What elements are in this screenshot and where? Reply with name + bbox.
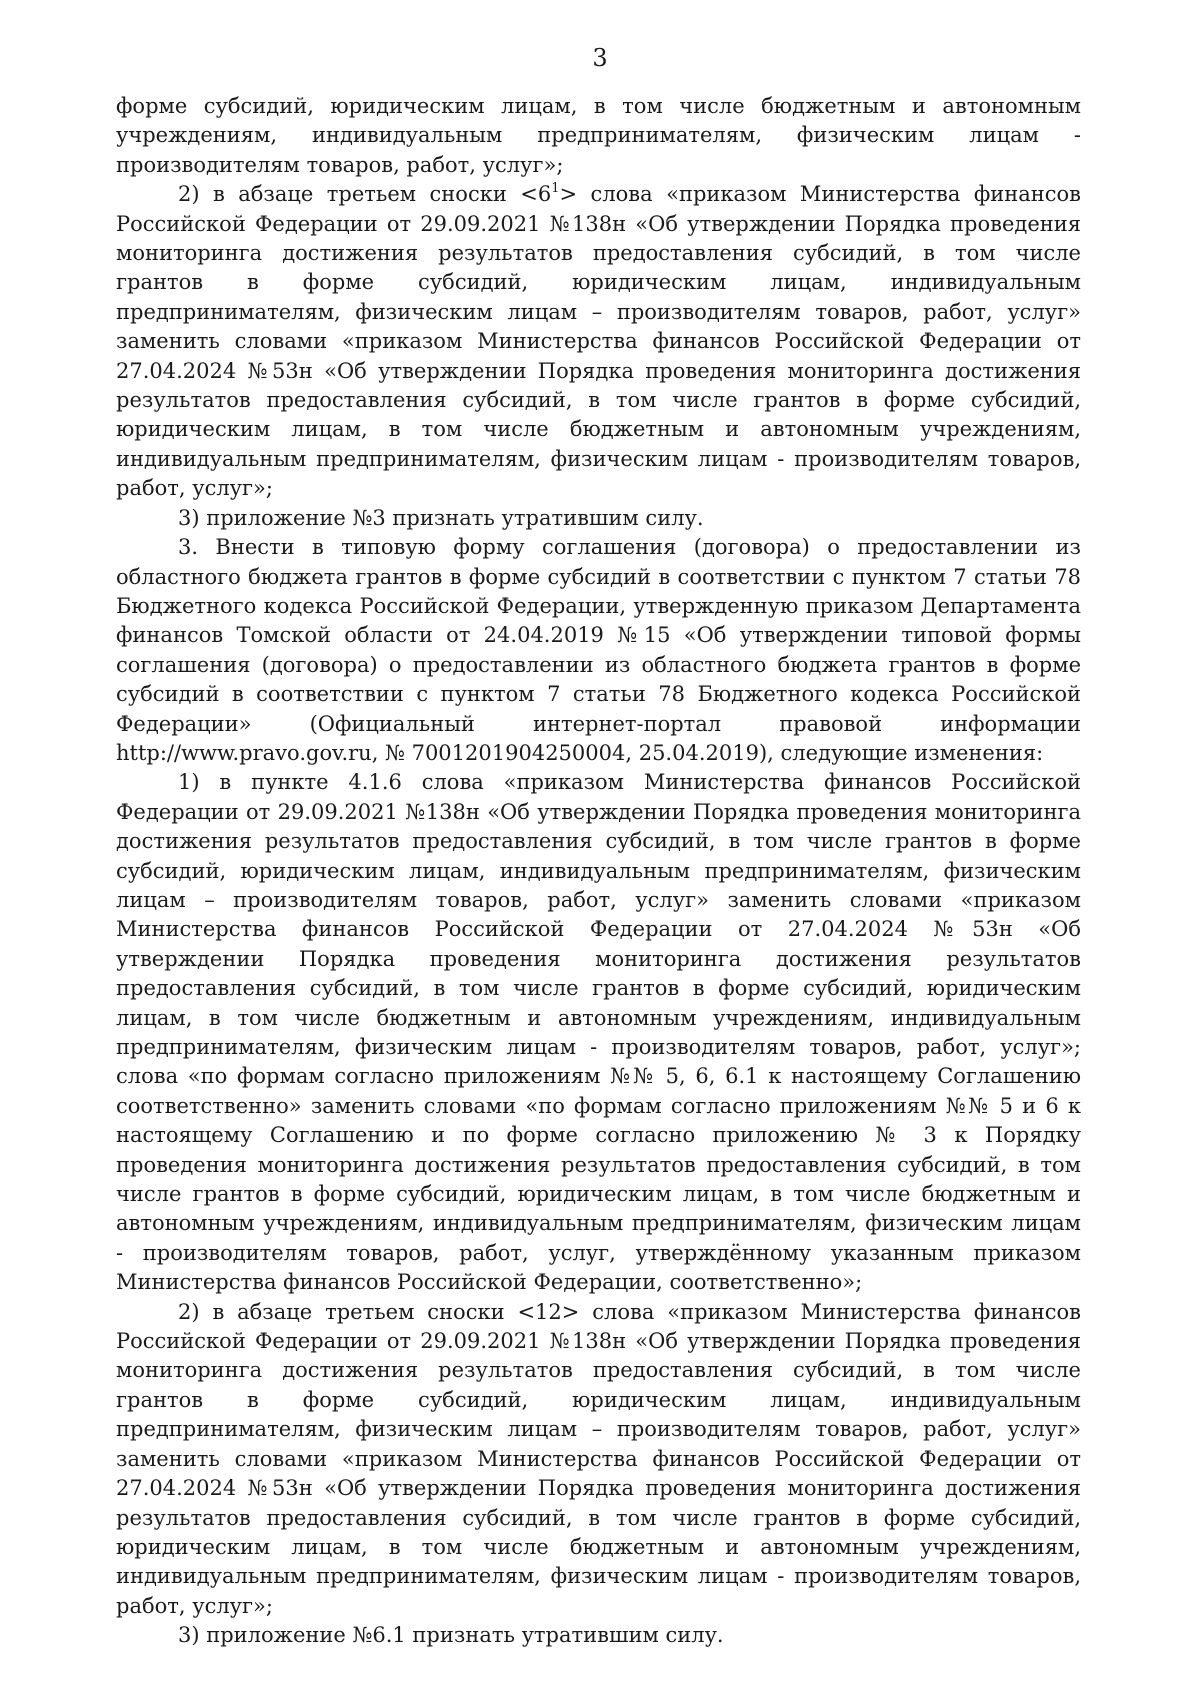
paragraph-item-1-clause-4-1-6: 1) в пункте 4.1.6 слова «приказом Министерства финансов Российской Федерации от 29.09.2021 №138н «Об утверждении Порядка проведения мониторинга достижения результатов предоставления субсидий, в том числе грантов в форме субсидий, юридическим лицам, индивидуальным предпринимателям, физическим лицам – производителям товаров, работ, услуг» заменить словами «приказом Министерства финансов Российской Федерации от 27.04.2024 №53н «Об утверждении Порядка проведения мониторинга достижения результатов предоставления субсидий, в том числе грантов в форме субсидий, юридическим лицам, в том числе бюджетным и автономным учреждениям, индивидуальным предпринимателям, физическим лицам - производителям товаров, работ, услуг»; слова «по формам согласно приложениям №№ 5, 6, 6.1 к настоящему Соглашению соответственно» заменить словами «по формам согласно приложениям №№ 5 и 6 к настоящему Соглашению и по форме согласно приложению № 3 к Порядку проведения мониторинга достижения результатов предоставления субсидий, в том числе грантов в форме субсидий, юридическим лицам, в том числе бюджетным и автономным учреждениям, индивидуальным предпринимателям, физическим лицам - производителям товаров, работ, услуг, утверждённому указанным приказом Министерства финансов Российской Федерации, соответственно»; — [116, 770, 1081, 1295]
page-number: 3 — [592, 44, 608, 72]
paragraph-item-2-footnote-12: 2) в абзаце третьем сноски <12> слова «приказом Министерства финансов Российской Федерации от 29.09.2021 №138н «Об утверждении Порядка проведения мониторинга достижения результатов предоставления субсидий, в том числе грантов в форме субсидий, юридическим лицам, индивидуальным предпринимателям, физическим лицам – производителям товаров, работ, услуг» заменить словами «приказом Министерства финансов Российской Федерации от 27.04.2024 №53н «Об утверждении Порядка проведения мониторинга достижения результатов предоставления субсидий, в том числе грантов в форме субсидий, юридическим лицам, в том числе бюджетным и автономным учреждениям, индивидуальным предпринимателям, физическим лицам - производителям товаров, работ, услуг»; — [116, 1299, 1081, 1618]
document-body — [116, 92, 1081, 1651]
paragraph-section-3: 3. Внести в типовую форму соглашения (договора) о предоставлении из областного бюджета грантов в форме субсидий в соответствии с пунктом 7 статьи 78 Бюджетного кодекса Российской Федерации, утвержденную приказом Департамента финансов Томской области от 24.04.2019 №15 «Об утверждении типовой формы соглашения (договора) о предоставлении из областного бюджета грантов в форме субсидий в соответствии с пунктом 7 статьи 78 Бюджетного кодекса Российской Федерации» (Официальный интернет-портал правовой информации http://www.pravo.gov.ru, № 7001201904250004, 25.04.2019), следующие изменения: — [116, 535, 1081, 765]
paragraph-text-before: 2) в абзаце третьем сноски <6 — [178, 182, 552, 207]
paragraph-item-3-annex-6-1: 3) приложение №6.1 признать утратившим силу. — [178, 1623, 724, 1648]
paragraph-item-3-annex-3: 3) приложение №3 признать утратившим силу. — [178, 505, 704, 530]
superscript-footnote-index: 1 — [551, 181, 560, 197]
paragraph-item-2-footnote-6-1 — [116, 180, 1081, 503]
paragraph-continuation: форме субсидий, юридическим лицам, в том числе бюджетным и автономным учреждениям, индивидуальным предпринимателям, физическим лицам - производителям товаров, работ, услуг»; — [116, 94, 1081, 177]
paragraph-text-after: > слова «приказом Министерства финансов Российской Федерации от 29.09.2021 №138н «Об утверждении Порядка проведения мониторинга достижения результатов предоставления субсидий, в том числе грантов в форме субсидий, юридическим лицам, индивидуальным предпринимателям, физическим лицам – производителям товаров, работ, услуг» заменить словами «приказом Министерства финансов Российской Федерации от 27.04.2024 №53н «Об утверждении Порядка проведения мониторинга достижения результатов предоставления субсидий, в том числе грантов в форме субсидий, юридическим лицам, в том числе бюджетным и автономным учреждениям, индивидуальным предпринимателям, физическим лицам - производителям товаров, работ, услуг»; — [116, 182, 1081, 501]
